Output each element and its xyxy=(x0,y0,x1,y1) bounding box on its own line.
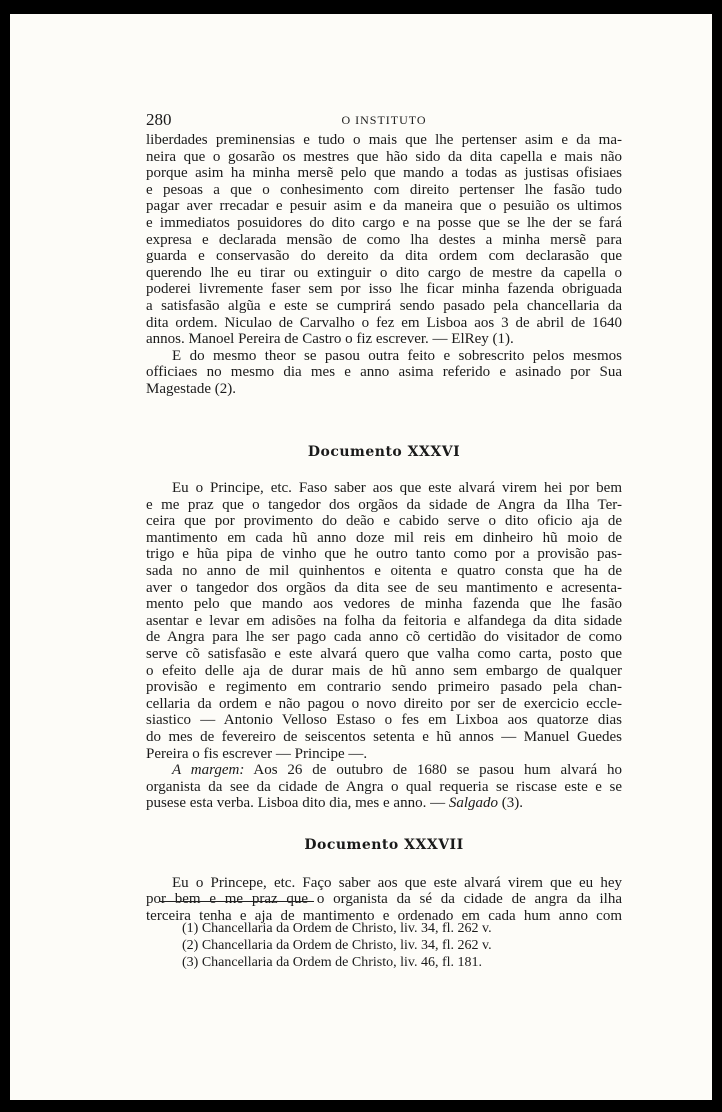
text-line: guarda e conservasão do dereito da dita ordem com declarasão que xyxy=(146,248,622,265)
margin-last-start: pusese esta verba. Lisboa dito dia, mes e anno. — xyxy=(146,795,449,812)
document-xxxvii-title: Documento XXXVII xyxy=(304,836,464,853)
text-line: siastico — Antonio Velloso Estaso o fes em Lixboa aos quatorze dias xyxy=(146,712,622,729)
text-line: do mes de fevereiro de seiscentos setenta e hũ annos — Manuel Guedes xyxy=(146,729,622,745)
text-line: expresa e declarada mensão de como lha destes a minha mersẽ para xyxy=(146,231,622,248)
page-number: 280 xyxy=(146,110,172,129)
footnotes xyxy=(182,920,602,971)
text-line: aver o tangedor dos orgãos da dita see de seu mantimento e acresenta- xyxy=(146,579,622,596)
text-line: sada no anno de mil quinhentos e oitenta e quatro consta que ha de xyxy=(146,563,622,580)
paragraph-continuation xyxy=(146,132,622,348)
text-line: asentar e levar em adisões na folha da feitoria e alfandega da dita sidade xyxy=(146,612,622,629)
text-line: serve cõ satisfasão e este alvará quero que valha como carta, posto que xyxy=(146,646,622,663)
text-line: liberdades preminensias e tudo o mais que lhe pertenser asim e da ma- xyxy=(146,132,622,148)
text-line: a satisfasão algũa e este se cumprirá sendo pasado pela chancellaria da xyxy=(146,297,622,314)
text-line: trigo e hũa pipa de vinho que he outro tanto como por a provisão pas- xyxy=(146,546,622,563)
paragraph-same-theor xyxy=(146,348,622,398)
document-page xyxy=(10,14,712,1100)
margin-line-rest: Aos 26 de outubro de 1680 se pasou hum alvará ho xyxy=(244,762,622,779)
text-line: por bem e me praz que o organista da sé da cidade de angra da ilha xyxy=(146,891,622,908)
text-line: querendo lhe eu tirar ou extinguir o dito cargo de mestre da capella o xyxy=(146,264,622,281)
text-line: pagar aver rrecadar e pesuir asim e da maneira que o pesuião os ultimos xyxy=(146,198,622,215)
text-line: E do mesmo theor se pasou outra feito e sobrescrito pelos mesmos xyxy=(172,347,622,364)
text-line: poderei livremente faser sem por isso lhe ficar minha fazenda obriguada xyxy=(146,281,622,298)
text-line: e immediatos posuidores do dito cargo e na posse que se lhe der se fará xyxy=(146,214,622,231)
text-line xyxy=(172,762,622,779)
text-line: dita ordem. Niculao de Carvalho o fez em Lisboa aos 3 de abril de 1640 xyxy=(146,314,622,331)
text-line: terceira tenha e aja de mantimento e ordenado em cada hum anno com xyxy=(146,907,622,924)
text-line: e me praz que o tangedor dos orgãos da sidade de Angra da Ilha Ter- xyxy=(146,496,622,513)
text-line: ceira que por provimento do deão e cabido serve o dito oficio aja de xyxy=(146,513,622,530)
main-text xyxy=(146,132,622,924)
text-line: Pereira o fis escrever — Principe —. xyxy=(146,745,368,762)
text-line: mento pelo que mando aos vedores de minha fazenda que lhe fasão xyxy=(146,596,622,613)
footnote-2: (2) Chancellaria da Ordem de Christo, liv. 34, fl. 262 v. xyxy=(182,938,492,953)
page-header xyxy=(146,110,622,130)
margin-label: A margem: xyxy=(172,762,245,779)
document-xxxvi-text xyxy=(146,480,622,762)
text-line xyxy=(146,795,622,812)
text-line: officiaes no mesmo dia mes e anno asima referido e asinado por Sua xyxy=(146,364,622,381)
footnote-1: (1) Chancellaria da Ordem de Christo, liv. 34, fl. 262 v. xyxy=(182,921,492,936)
document-xxxvi-title: Documento XXXVI xyxy=(307,443,461,460)
text-line: Eu o Princepe, etc. Faço saber aos que este alvará virem que eu hey xyxy=(172,874,622,891)
margin-signature: Salgado xyxy=(448,795,499,812)
text-line: provisão e regimento em contrario sendo primeiro pasado pela chan- xyxy=(146,679,622,696)
text-line: Magestade (2). xyxy=(146,380,236,397)
running-title: O INSTITUTO xyxy=(341,113,427,127)
margin-last-end: (3). xyxy=(498,795,524,812)
footnote-3: (3) Chancellaria da Ordem de Christo, liv. 46, fl. 181. xyxy=(182,955,483,970)
text-line: annos. Manoel Pereira de Castro o fiz escrever. — ElRey (1). xyxy=(146,331,514,348)
text-line: Eu o Principe, etc. Faso saber aos que este alvará virem hei por bem xyxy=(172,480,622,497)
text-line: organista da see da cidade de Angra o qual requeria se riscase este e se xyxy=(146,778,622,795)
text-line: cellaria da ordem e não pagou o novo direito por ser de exercicio eccle- xyxy=(146,695,622,712)
text-line: mantimento em cada hũ anno doze mil reis em dinheiro hũ moio de xyxy=(146,529,622,546)
document-xxxvii-text xyxy=(146,875,622,925)
text-line: neira que o gosarão os mestres que hão sido da dita capella e mais não xyxy=(146,148,622,165)
text-line: o efeito delle aja de durar mais de hũ anno sem embargo de qualquer xyxy=(146,662,622,679)
footnote-rule xyxy=(160,901,314,902)
text-line: de Angra para lhe ser pago cada anno cõ certidão do visitador de como xyxy=(146,629,622,646)
text-line: e pesoas a que o conhesimento com direito pertenser lhe fasão tudo xyxy=(146,181,622,198)
margin-note xyxy=(146,762,622,812)
text-line: porque asim ha minha mersẽ pelo que mando a todas as justisas ofisiaes xyxy=(146,165,622,182)
